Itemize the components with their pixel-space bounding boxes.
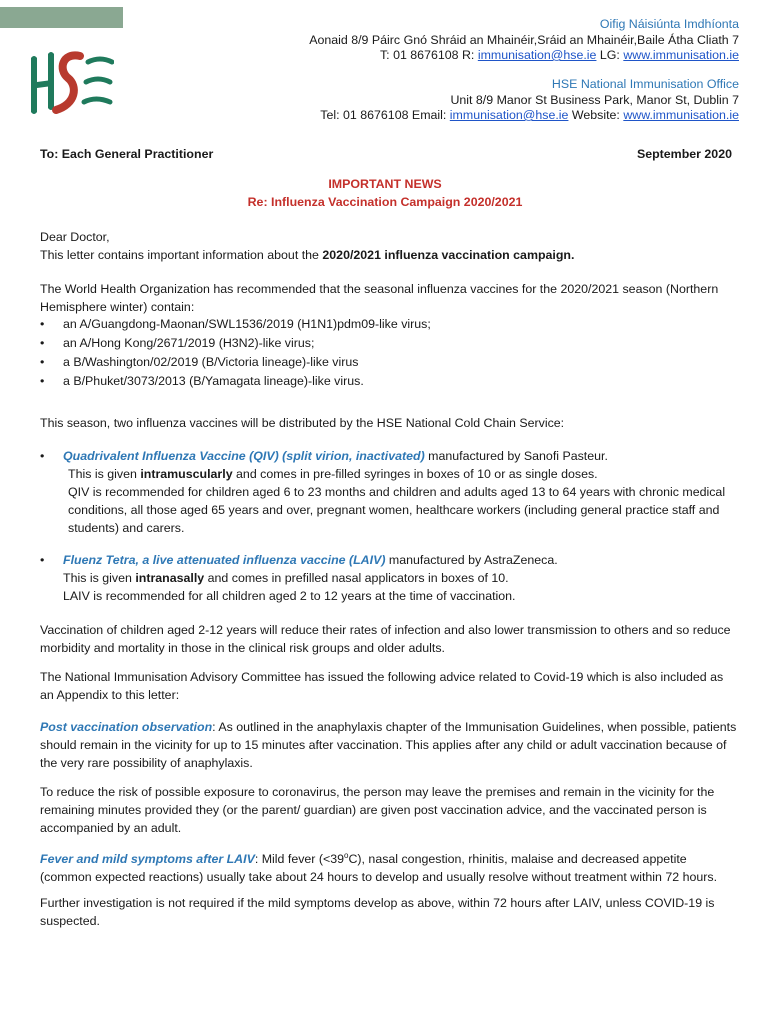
qiv-vaccine-name: Quadrivalent Influenza Vaccine (QIV) (split virion, inactivated) [63,449,425,463]
irish-address: Aonaid 8/9 Páirc Gnó Shráid an Mhainéir,Sráid an Mhainéir,Baile Átha Cliath 7 [309,32,739,47]
qiv-title-line: • Quadrivalent Influenza Vaccine (QIV) (split virion, inactivated) manufactured by Sanofi Pasteur. [40,449,608,463]
laiv-title-line: • Fluenz Tetra, a live attenuated influenza vaccine (LAIV) manufactured by AstraZeneca. [40,553,558,567]
qiv-details [40,465,740,537]
laiv-item [40,551,740,605]
intro-campaign-bold: 2020/2021 influenza vaccination campaign. [322,248,575,262]
children-paragraph: Vaccination of children aged 2-12 years will reduce their rates of infection and also lower transmission to others and so reduce morbidity and mortality in those in the clinical risk groups and older adults. [40,623,731,655]
strain-list [40,315,431,391]
niac-paragraph: The National Immunisation Advisory Committee has issued the following advice related to Covid-19 which is also included as an Appendix to this letter: [40,670,724,702]
laiv-vaccine-name: Fluenz Tetra, a live attenuated influenza vaccine (LAIV) [63,553,386,567]
list-item: • an A/Hong Kong/2671/2019 (H3N2)-like virus; [40,336,315,350]
qiv-administration: This is given intramuscularly and comes in pre-filled syringes in boxes of 10 or as single doses. [68,467,598,481]
reduce-risk-paragraph: To reduce the risk of possible exposure to coronavirus, the person may leave the premises and remain in the vicinity for the remaining minutes provided they (or the parent/ guardian) are given post vaccination advice, and the vaccinated person is accompanied by an adult. [40,785,715,835]
english-contact-line: Tel: 01 8676108 Email: immunisation@hse.ie Website: www.immunisation.ie [320,108,739,122]
recipient-line: To: Each General Practitioner [40,147,214,161]
important-news-heading: IMPORTANT NEWS [328,177,442,191]
english-address: Unit 8/9 Manor St Business Park, Manor St, Dublin 7 [450,92,739,107]
who-paragraph: The World Health Organization has recommended that the seasonal influenza vaccines for the 2020/2021 season (Northern Hemisphere winter) contain: [40,282,719,314]
further-investigation-paragraph: Further investigation is not required if the mild symptoms develop as above, within 72 hours after LAIV, unless COVID-19 is suspected. [40,896,715,928]
irish-contact-line: T: 01 8676108 R: immunisation@hse.ie LG: www.immunisation.ie [379,48,739,62]
subject-line: Re: Influenza Vaccination Campaign 2020/2021 [247,195,523,209]
qiv-item [40,447,740,537]
list-item: • an A/Guangdong-Maonan/SWL1536/2019 (H1N1)pdm09-like virus; [40,317,431,331]
post-vaccination-paragraph: Post vaccination observation: As outlined in the anaphylaxis chapter of the Immunisation Guidelines, when possible, patients should remain in the vicinity for up to 15 minutes after vaccination. This applies after any child or adult vaccination because of the very rare possibility of anaphylaxis. [40,720,737,770]
letter-date: September 2020 [636,147,732,161]
english-email-link[interactable]: immunisation@hse.ie [449,108,569,122]
laiv-administration: This is given intranasally and comes in prefilled nasal applicators in boxes of 10. [63,571,509,585]
fever-paragraph: Fever and mild symptoms after LAIV: Mild fever $(<39^oC)$, nasal congestion, rhinitis, malaise and decreased appetite (common expected reactions) usually take about 24 hours to develop and usually resolve without treatment within 72 hours. [40,851,718,885]
english-header-block [320,77,739,124]
irish-header-block [309,17,739,64]
salutation: Dear Doctor, [40,230,110,244]
post-vaccination-heading: Post vaccination observation [40,720,213,734]
intro-paragraph: This letter contains important information about the 2020/2021 influenza vaccination campaign. [40,248,575,262]
irish-email-link[interactable]: immunisation@hse.ie [477,48,597,62]
season-paragraph: This season, two influenza vaccines will be distributed by the HSE National Cold Chain Service: [40,416,565,430]
laiv-details [40,569,740,605]
list-item: • a B/Washington/02/2019 (B/Victoria lineage)-like virus [40,355,359,369]
qiv-recommendation: QIV is recommended for children aged 6 to 23 months and children and adults aged 13 to 64 years with chronic medical conditions, all those aged 65 years and over, pregnant women, healthcare workers (including general practice staff and students) and carers. [68,485,726,535]
irish-office-name: Oifig Náisiúnta Imdhíonta [599,17,739,31]
english-website-link[interactable]: www.immunisation.ie [623,108,739,122]
irish-website-link[interactable]: www.immunisation.ie [623,48,739,62]
laiv-recommendation: LAIV is recommended for all children aged 2 to 12 years at the time of vaccination. [63,589,516,603]
salutation-block [40,228,740,264]
logo-band [0,7,123,28]
fever-heading: Fever and mild symptoms after LAIV [40,852,255,867]
english-office-name: HSE National Immunisation Office [551,77,739,91]
list-item: • a B/Phuket/3073/2013 (B/Yamagata lineage)-like virus. [40,374,364,388]
hse-logo [28,44,114,122]
